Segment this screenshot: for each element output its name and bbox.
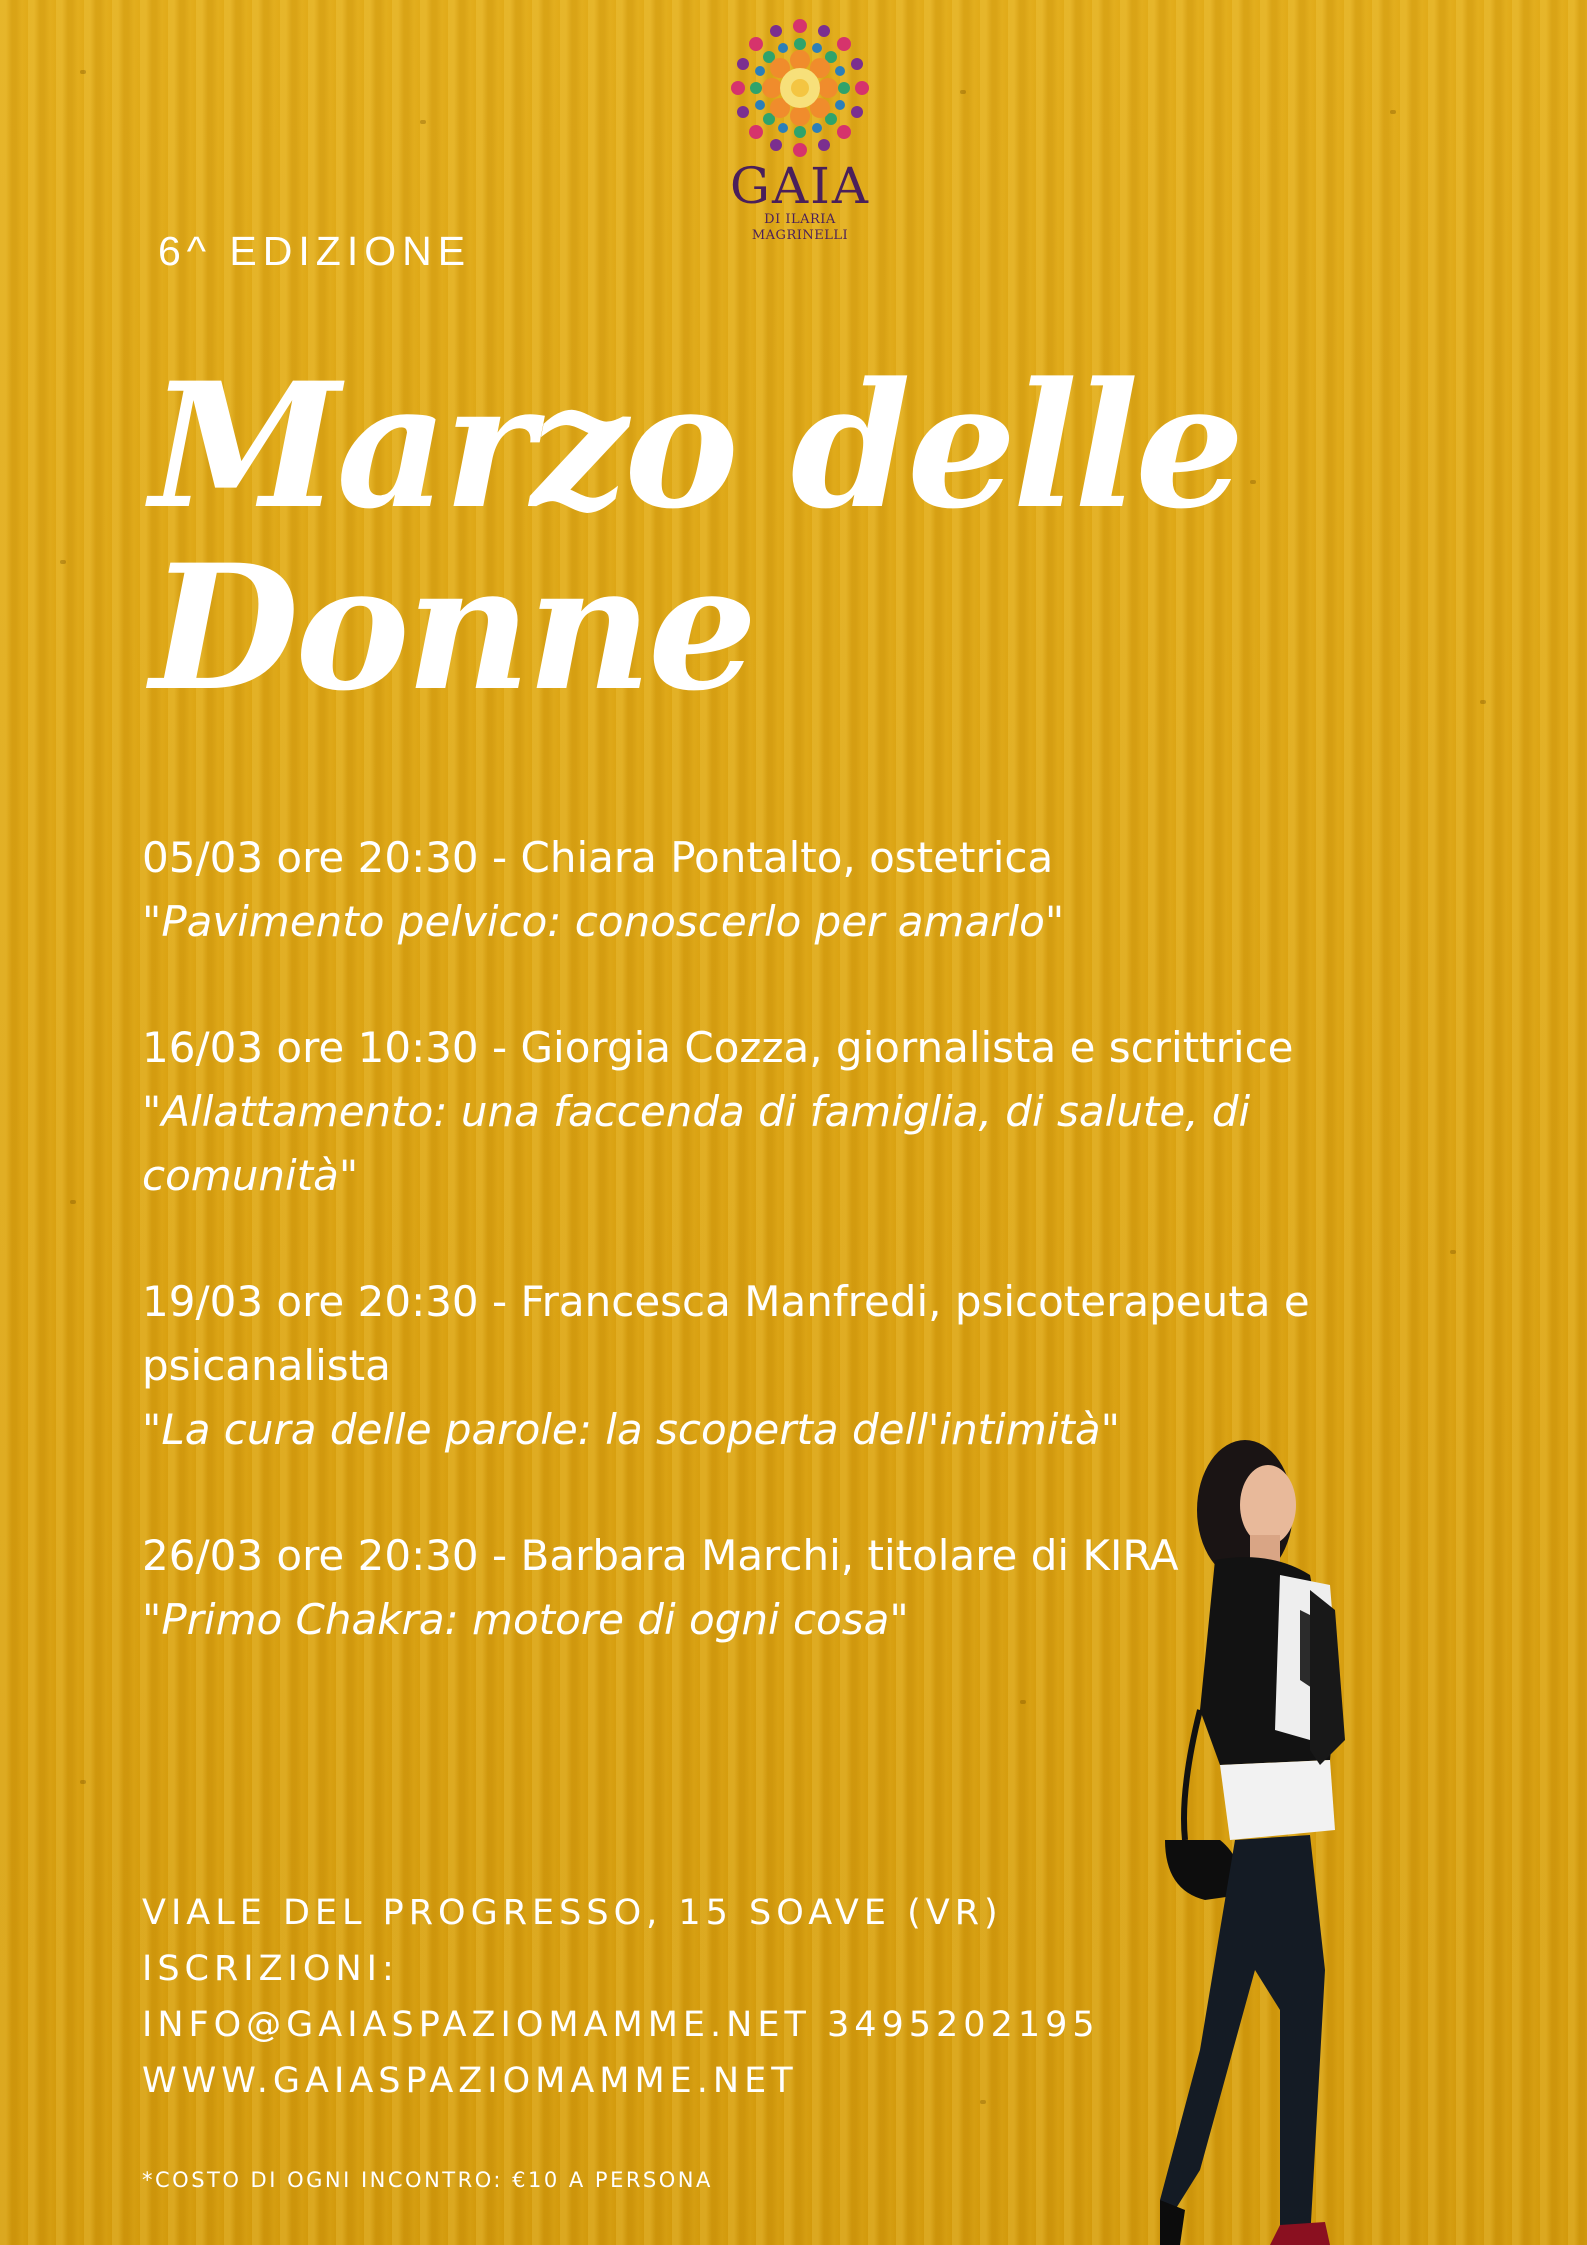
signup-label: ISCRIZIONI: bbox=[142, 1949, 399, 1989]
event-topic: "Primo Chakra: motore di ogni cosa" bbox=[142, 1595, 909, 1644]
address: VIALE DEL PROGRESSO, 15 SOAVE (VR) bbox=[142, 1893, 1003, 1933]
event-item bbox=[142, 1016, 1442, 1208]
logo-subtitle: DI ILARIA MAGRINELLI bbox=[751, 212, 849, 243]
event-header: 26/03 ore 20:30 - Barbara Marchi, titolare di KIRA bbox=[142, 1531, 1179, 1580]
contact-info bbox=[142, 1885, 1100, 2109]
website: WWW.GAIASPAZIOMAMME.NET bbox=[142, 2061, 798, 2101]
edition-label: 6^ EDIZIONE bbox=[158, 228, 472, 274]
event-topic: "Allattamento: una faccenda di famiglia, di salute, di comunità" bbox=[142, 1087, 1251, 1200]
title-line-1: Marzo delle bbox=[150, 344, 1241, 547]
event-header: 19/03 ore 20:30 - Francesca Manfredi, psicoterapeuta e psicanalista bbox=[142, 1277, 1310, 1390]
walking-woman-photo bbox=[1160, 1410, 1460, 2245]
event-topic: "Pavimento pelvico: conoscerlo per amarlo" bbox=[142, 897, 1065, 946]
event-topic: "La cura delle parole: la scoperta dell'intimità" bbox=[142, 1405, 1120, 1454]
logo-name: GAIA bbox=[730, 157, 870, 215]
email-phone: INFO@GAIASPAZIOMAMME.NET 3495202195 bbox=[142, 2005, 1100, 2045]
title-line-2: Donne bbox=[150, 526, 754, 729]
gaia-logo bbox=[720, 18, 880, 248]
event-header: 16/03 ore 10:30 - Giorgia Cozza, giornalista e scrittrice bbox=[142, 1023, 1294, 1072]
poster-title bbox=[150, 344, 1350, 729]
event-header: 05/03 ore 20:30 - Chiara Pontalto, ostetrica bbox=[142, 833, 1054, 882]
flower-mandala-icon bbox=[730, 18, 870, 158]
cost-note: *COSTO DI OGNI INCONTRO: €10 A PERSONA bbox=[142, 2168, 713, 2192]
event-item bbox=[142, 826, 1442, 954]
